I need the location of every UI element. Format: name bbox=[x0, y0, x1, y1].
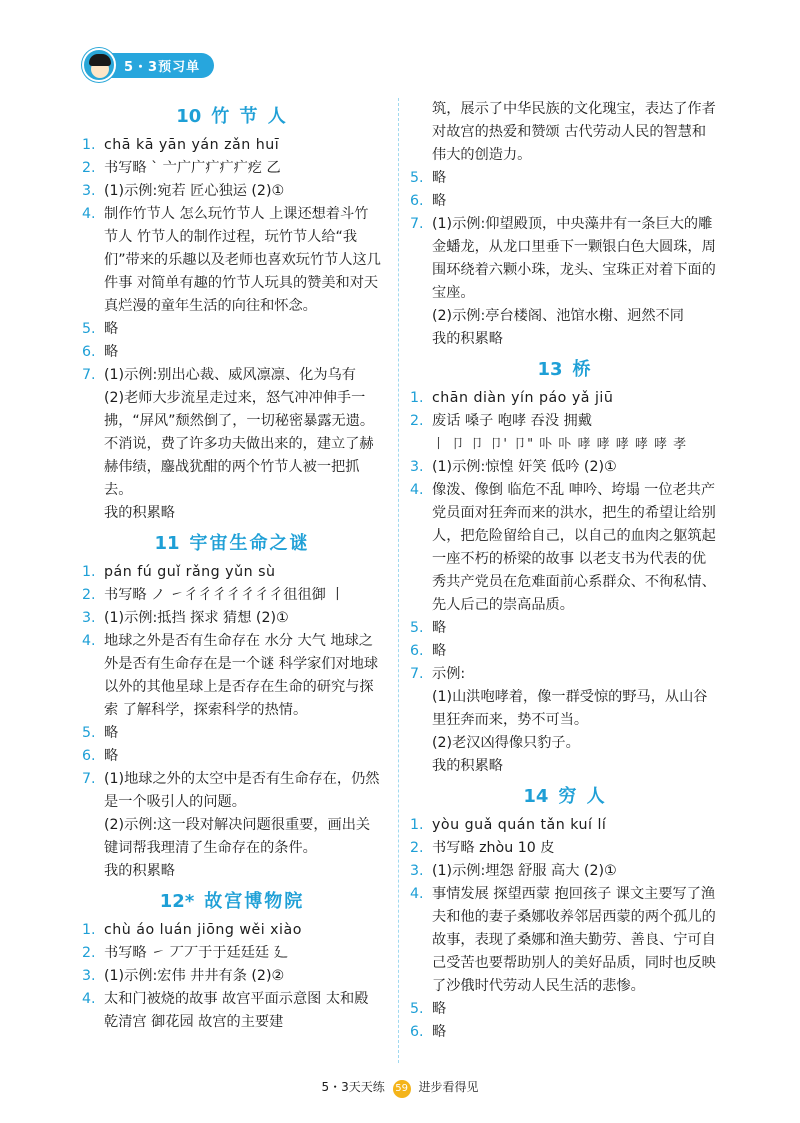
item-number: 2. bbox=[410, 840, 424, 856]
item-number: 6. bbox=[82, 748, 96, 764]
item-text: (1)示例:别出心裁、威风凛凛、化为乌有 bbox=[104, 367, 356, 383]
lesson-number: 12* bbox=[159, 891, 195, 912]
item-text: (1)示例:埋怨 舒服 高大 (2)① bbox=[432, 863, 617, 879]
lesson-title bbox=[82, 529, 382, 559]
item-text: 书写略 zhòu 10 皮 bbox=[432, 840, 555, 856]
answer-item bbox=[82, 607, 382, 630]
lesson-title bbox=[410, 782, 720, 812]
item-text: (1)示例:抵挡 探求 猜想 (2)① bbox=[104, 610, 289, 626]
lesson-number: 10 bbox=[176, 106, 202, 127]
footer-left: 5・3天天练 bbox=[321, 1080, 385, 1094]
item-text: 像泼、像倒 临危不乱 呻吟、垮塌 一位老共产党员面对狂奔而来的洪水，把生的希望让给别人，把危险留给自己，以自己的血肉之躯筑起一座不朽的桥梁的故事 以老支书为代表的优秀共产党员在危难面前心系群众、不徇私情、先人后己的崇高品质。 bbox=[432, 482, 716, 613]
item-number: 2. bbox=[82, 587, 96, 603]
lesson-number: 14 bbox=[523, 786, 549, 807]
item-text: 示例: bbox=[432, 666, 466, 682]
item-number: 3. bbox=[82, 183, 96, 199]
item-text: 事情发展 探望西蒙 抱回孩子 课文主要写了渔夫和他的妻子桑娜收养邻居西蒙的两个孤儿的故事，表现了桑娜和渔夫勤劳、善良、宁可自己受苦也要帮助别人的美好品质，同时也反映了沙俄时代劳动人民生活的悲惨。 bbox=[432, 886, 716, 994]
left-column bbox=[82, 98, 382, 1034]
item-number: 7. bbox=[410, 216, 424, 232]
item-text: (1)地球之外的太空中是否有生命存在，仍然是一个吸引人的问题。 bbox=[104, 771, 380, 810]
accumulation-note: 我的积累略 bbox=[432, 331, 503, 347]
answer-item bbox=[410, 167, 720, 190]
item-text: 略 bbox=[432, 193, 447, 209]
answer-item bbox=[82, 965, 382, 988]
item-number: 7. bbox=[82, 367, 96, 383]
answer-line: 筑，展示了中华民族的文化瑰宝，表达了作者对故宫的热爱和赞颂 古代劳动人民的智慧和伟大的创造力。 bbox=[432, 101, 716, 163]
item-text: 制作竹节人 怎么玩竹节人 上课还想着斗竹节人 竹节人的制作过程，玩竹节人给“我们”带来的乐趣以及老师也喜欢玩竹节人这几件事 对简单有趣的竹节人玩具的赞美和对天真烂漫的童年生活的向往和怀念。 bbox=[104, 206, 381, 314]
item-number: 1. bbox=[82, 137, 96, 153]
answer-item bbox=[82, 584, 382, 607]
item-text: 地球之外是否有生命存在 水分 大气 地球之外是否有生命存在是一个谜 科学家们对地球以外的其他星球上是否存在生命的研究与探索 了解科学，探索科学的热情。 bbox=[104, 633, 379, 718]
answer-line: (2)老师大步流星走过来，怒气冲冲伸手一拂，“屏风”颓然倒了，一切秘密暴露无遗。不消说，费了许多功夫做出来的，建立了赫赫伟绩，鏖战犹酣的两个竹节人被一把抓去。 bbox=[104, 390, 375, 498]
item-number: 5. bbox=[82, 725, 96, 741]
avatar bbox=[82, 48, 116, 82]
item-number: 6. bbox=[410, 193, 424, 209]
accumulation-note: 我的积累略 bbox=[432, 758, 503, 774]
answer-line: (2)老汉凶得像只豹子。 bbox=[432, 735, 580, 751]
item-text: (1)示例:惊惶 奸笑 低吟 (2)① bbox=[432, 459, 617, 475]
answer-item bbox=[410, 617, 720, 640]
item-number: 5. bbox=[410, 620, 424, 636]
lesson-number: 11 bbox=[154, 533, 180, 554]
answer-line: (1)山洪咆哮着，像一群受惊的野马，从山谷里狂奔而来，势不可当。 bbox=[432, 689, 708, 728]
right-column bbox=[410, 98, 720, 1044]
item-number: 5. bbox=[82, 321, 96, 337]
item-number: 3. bbox=[82, 610, 96, 626]
column-divider bbox=[398, 98, 399, 1063]
lesson-name: 穷 人 bbox=[558, 786, 607, 807]
answer-item bbox=[82, 630, 382, 722]
answer-item bbox=[82, 318, 382, 341]
answer-item bbox=[82, 722, 382, 745]
item-text: (1)示例:宛若 匠心独运 (2)① bbox=[104, 183, 285, 199]
answer-item bbox=[410, 663, 720, 686]
answer-item bbox=[82, 745, 382, 768]
item-text: 略 bbox=[104, 725, 119, 741]
footer-right: 进步看得见 bbox=[418, 1080, 479, 1094]
item-number: 1. bbox=[410, 390, 424, 406]
answer-item bbox=[410, 213, 720, 305]
item-number: 3. bbox=[410, 863, 424, 879]
item-number: 6. bbox=[410, 643, 424, 659]
answer-item bbox=[82, 942, 382, 965]
answer-item bbox=[82, 768, 382, 814]
answer-line: (2)示例:亭台楼阁、池馆水榭、迥然不同 bbox=[432, 308, 684, 324]
item-text: chān diàn yín páo yǎ jiū bbox=[432, 390, 614, 406]
lesson-title bbox=[410, 355, 720, 385]
answer-item bbox=[410, 410, 720, 433]
answer-item bbox=[410, 640, 720, 663]
item-text: 略 bbox=[104, 344, 119, 360]
item-number: 5. bbox=[410, 1001, 424, 1017]
answer-item bbox=[410, 883, 720, 998]
answer-item bbox=[82, 988, 382, 1034]
lesson-name: 宇宙生命之谜 bbox=[189, 533, 310, 554]
answer-item bbox=[410, 1021, 720, 1044]
lesson-number: 13 bbox=[537, 359, 563, 380]
item-number: 2. bbox=[410, 413, 424, 429]
answer-item bbox=[82, 134, 382, 157]
item-number: 5. bbox=[410, 170, 424, 186]
answer-item bbox=[410, 387, 720, 410]
answer-item bbox=[410, 860, 720, 883]
lesson-title bbox=[82, 887, 382, 917]
badge-label: 5・3预习单 bbox=[106, 53, 214, 78]
item-number: 4. bbox=[410, 886, 424, 902]
answer-item bbox=[410, 456, 720, 479]
lesson-name: 竹 节 人 bbox=[211, 106, 288, 127]
page-footer bbox=[0, 1078, 800, 1098]
answer-line: (2)示例:这一段对解决问题很重要，画出关键词帮我理清了生命存在的条件。 bbox=[104, 817, 371, 856]
avatar-hair bbox=[89, 54, 111, 66]
accumulation-note: 我的积累略 bbox=[104, 505, 175, 521]
lesson-name: 桥 bbox=[572, 359, 593, 380]
item-number: 1. bbox=[82, 922, 96, 938]
item-text: (1)示例:宏伟 井井有条 (2)② bbox=[104, 968, 285, 984]
answer-item bbox=[410, 998, 720, 1021]
stroke-order: 丨 卩 卩 卩' 卩" 卟 卟 哮 哮 哮 哮 哮 孝 bbox=[432, 437, 688, 452]
header-badge bbox=[82, 48, 214, 82]
item-text: 略 bbox=[104, 748, 119, 764]
item-text: 略 bbox=[104, 321, 119, 337]
answer-item bbox=[410, 814, 720, 837]
item-text: chā kā yān yán zǎn huī bbox=[104, 137, 280, 153]
item-number: 6. bbox=[410, 1024, 424, 1040]
item-text: pán fú guǐ rǎng yǔn sù bbox=[104, 564, 276, 580]
item-text: 太和门被烧的故事 故宫平面示意图 太和殿 乾清宫 御花园 故宫的主要建 bbox=[104, 991, 369, 1030]
item-text: 书写略 ˋ 亠广广疒疒疒疙 乙 bbox=[104, 160, 281, 176]
item-text: (1)示例:仰望殿顶，中央藻井有一条巨大的雕金蟠龙，从龙口里垂下一颗银白色大圆珠，周围环绕着六颗小珠，龙头、宝珠正对着下面的宝座。 bbox=[432, 216, 716, 301]
item-number: 1. bbox=[82, 564, 96, 580]
item-text: 略 bbox=[432, 1001, 447, 1017]
accumulation-note: 我的积累略 bbox=[104, 863, 175, 879]
item-text: 略 bbox=[432, 643, 447, 659]
answer-item bbox=[410, 479, 720, 617]
item-number: 6. bbox=[82, 344, 96, 360]
item-text: yòu guǎ quán tǎn kuí lí bbox=[432, 817, 607, 833]
item-text: 略 bbox=[432, 1024, 447, 1040]
item-number: 7. bbox=[82, 771, 96, 787]
answer-item bbox=[82, 203, 382, 318]
item-number: 3. bbox=[410, 459, 424, 475]
answer-item bbox=[82, 180, 382, 203]
item-number: 2. bbox=[82, 945, 96, 961]
answer-item bbox=[410, 190, 720, 213]
page-number: 59 bbox=[393, 1080, 411, 1098]
item-text: chù áo luán jiōng wěi xiào bbox=[104, 922, 302, 938]
item-number: 3. bbox=[82, 968, 96, 984]
item-number: 4. bbox=[82, 633, 96, 649]
item-number: 4. bbox=[82, 991, 96, 1007]
answer-item bbox=[82, 157, 382, 180]
answer-item bbox=[82, 341, 382, 364]
item-number: 4. bbox=[82, 206, 96, 222]
item-number: 1. bbox=[410, 817, 424, 833]
answer-item bbox=[82, 919, 382, 942]
item-number: 2. bbox=[82, 160, 96, 176]
lesson-name: 故宫博物院 bbox=[204, 891, 305, 912]
item-text: 书写略 ノ ㇀彳彳彳彳彳彳彳徂徂御 丨 bbox=[104, 587, 345, 603]
item-text: 略 bbox=[432, 170, 447, 186]
item-number: 7. bbox=[410, 666, 424, 682]
item-text: 废话 嗓子 咆哮 吞没 拥戴 bbox=[432, 413, 592, 429]
item-number: 4. bbox=[410, 482, 424, 498]
item-text: 略 bbox=[432, 620, 447, 636]
answer-item bbox=[82, 561, 382, 584]
lesson-title bbox=[82, 102, 382, 132]
answer-item bbox=[82, 364, 382, 387]
item-text: 书写略 ㇀ 丆丆于于廷廷廷 廴 bbox=[104, 945, 288, 961]
answer-item bbox=[410, 837, 720, 860]
